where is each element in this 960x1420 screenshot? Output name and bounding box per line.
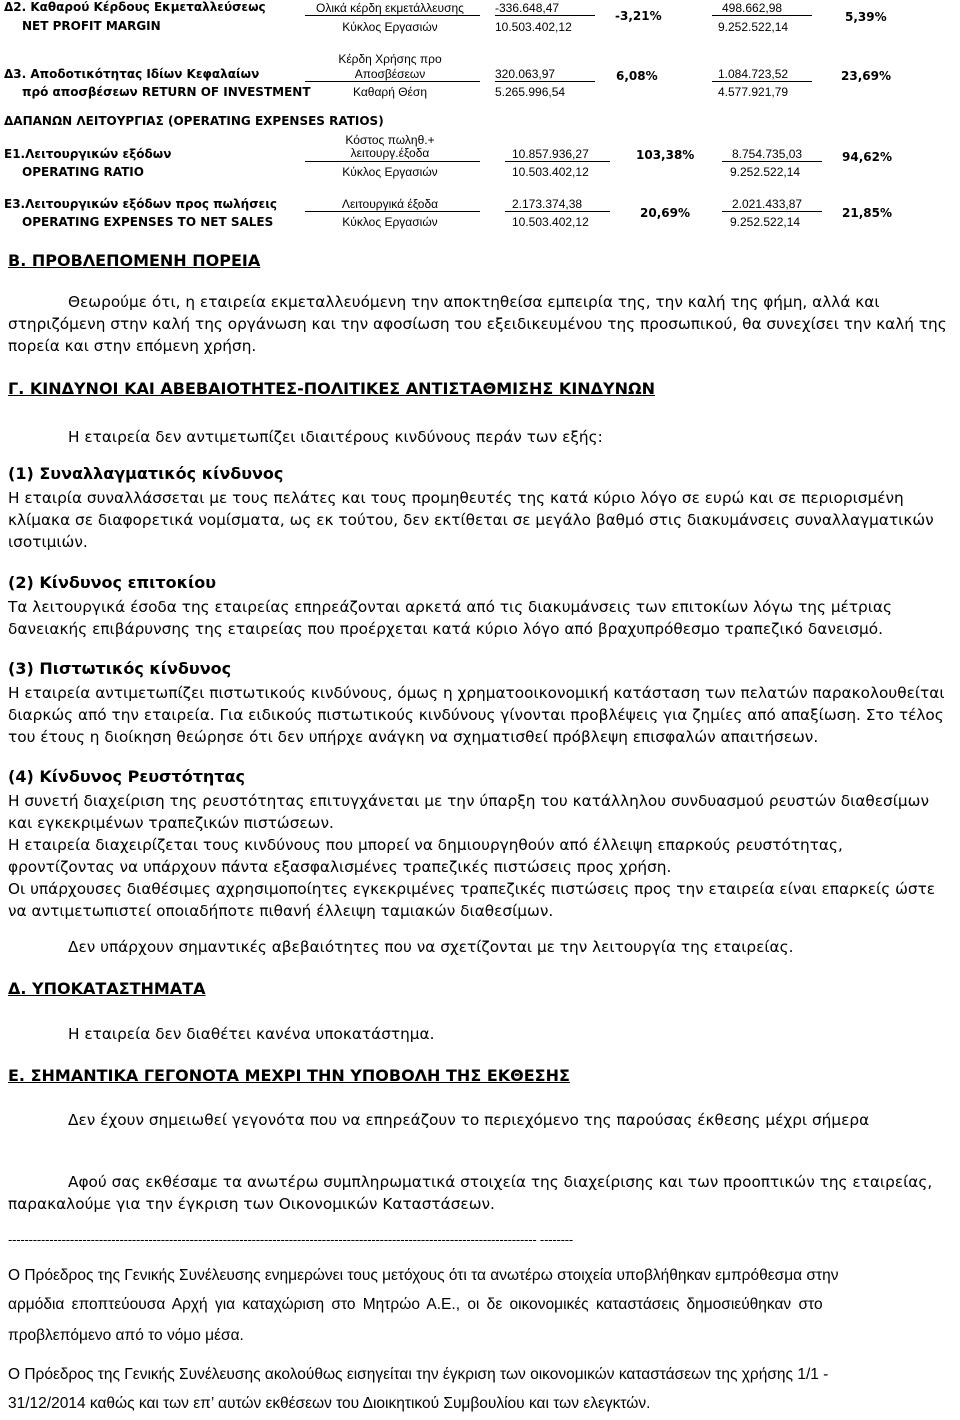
section-e-text: Δεν έχουν σημειωθεί γεγονότα που να επηρεάζουν το περιεχόμενο της παρούσας έκθεσης μέχρι σήμερα	[68, 1111, 870, 1129]
numerator-value: -336.648,47	[495, 1, 560, 15]
numerator-value: 8.754.735,03	[732, 147, 803, 161]
numerator-label-line1: Κόστος πωληθ.+	[345, 133, 435, 147]
ratio-label: Δ3. Αποδοτικότητας Ιδίων Κεφαλαίων	[4, 67, 260, 81]
fraction-line	[505, 211, 610, 212]
fraction-line	[712, 15, 812, 16]
ratio-label: Δ2. Καθαρού Κέρδους Εκμεταλλεύσεως	[4, 0, 266, 14]
denominator-value: 4.577.921,79	[718, 85, 789, 99]
risk2-title: (2) Κίνδυνος επιτοκίου	[8, 573, 216, 592]
footer-p1-line2: αρμόδια εποπτεύουσα Αρχή για καταχώριση στο Μητρώο Α.Ε., οι δε οικονομικές καταστάσεις δημοσιεύθηκαν στο	[8, 1296, 823, 1313]
ratio-sublabel: OPERATING EXPENSES TO NET SALES	[22, 215, 274, 229]
fraction-line	[505, 161, 610, 162]
numerator-label-line1: Κέρδη Χρήσης προ	[338, 52, 442, 66]
denominator-label: Καθαρή Θέση	[352, 85, 427, 99]
footer-p1-line1: Ο Πρόεδρος της Γενικής Συνέλευσης ενημερώνει τους μετόχους ότι τα ανωτέρω στοιχεία υποβλήθηκαν εμπρόθεσμα στην	[8, 1267, 839, 1284]
numerator-label: Ολικά κέρδη εκμετάλλευσης	[316, 1, 464, 15]
fraction-line	[495, 81, 595, 82]
fraction-line	[305, 81, 480, 82]
ratio-percent: 20,69%	[640, 206, 690, 220]
risk1-title: (1) Συναλλαγματικός κίνδυνος	[8, 464, 284, 483]
risk4-paragraph-3: Οι υπάρχουσες διαθέσιμες αχρησιμοποίητες εγκεκριμένες τραπεζικές πιστώσεις προς την εταιρεία είναι επαρκείς ώστε να αντιμετωπιστεί οποιαδήποτε πιθανή έλλειψη ταμιακών διαθεσίμων.	[8, 880, 936, 920]
footer-p2-line1: Ο Πρόεδρος της Γενικής Συνέλευσης ακολούθως εισηγείται την έγκριση των οικονομικών καταστάσεων της χρήσης 1/1 -	[8, 1366, 829, 1383]
fraction-line	[495, 15, 595, 16]
numerator-label-line2: Αποσβέσεων	[354, 67, 426, 81]
denominator-value: 10.503.402,12	[512, 215, 589, 229]
fraction-line	[722, 211, 822, 212]
ratio-percent: 103,38%	[636, 148, 695, 162]
risk3-paragraph: Η εταιρεία αντιμετωπίζει πιστωτικούς κινδύνους, όμως η χρηματοοικονομική κατάσταση των πελατών παρακολουθείται διαρκώς από την εταιρεία. Για ειδικούς πιστωτικούς κινδύνους γίνονται προβλέψεις για ζημίες από απαξίωση. Στο τέλος του έτους η διοίκηση θεώρησε ότι δεν υπήρχε ανάγκη να σχηματισθεί πρόβλεψη επισφαλών απαιτήσεων.	[8, 684, 945, 746]
ratio-sublabel: OPERATING RATIO	[22, 165, 144, 179]
conclusion-paragraph: Αφού σας εκθέσαμε τα ανωτέρω συμπληρωματικά στοιχεία της διαχείρισης και των προοπτικών της εταιρείας, παρακαλούμε για την έγκριση των Οικονομικών Καταστάσεων.	[8, 1173, 933, 1213]
fraction-line	[305, 15, 480, 16]
denominator-value: 10.503.402,12	[495, 20, 572, 34]
separator-line: -------------------------------------------------------------------------------------------------------------------------------- --------	[8, 1232, 573, 1247]
denominator-value: 9.252.522,14	[718, 20, 789, 34]
ratio-percent: 6,08%	[616, 69, 658, 83]
section-c-heading: Γ. ΚΙΝΔΥΝΟΙ ΚΑΙ ΑΒΕΒΑΙΟΤΗΤΕΣ-ΠΟΛΙΤΙΚΕΣ ΑΝΤΙΣΤΑΘΜΙΣΗΣ ΚΙΝΔΥΝΩΝ	[8, 379, 656, 398]
section-c-intro: Η εταιρεία δεν αντιμετωπίζει ιδιαιτέρους κινδύνους περάν των εξής:	[68, 428, 603, 446]
numerator-value: 320.063,97	[495, 67, 556, 81]
numerator-label: Λειτουργικά έξοδα	[341, 197, 439, 211]
denominator-value: 9.252.522,14	[730, 165, 801, 179]
denominator-label: Κύκλος Εργασιών	[342, 20, 438, 34]
section-d-text: Η εταιρεία δεν διαθέτει κανένα υποκατάστημα.	[68, 1025, 435, 1043]
risk4-paragraph-1: Η συνετή διαχείριση της ρευστότητας επιτυγχάνεται με την ύπαρξη του κατάλληλου συνδυασμού ρευστών διαθεσίμων και εγκεκριμένων τραπεζικών πιστώσεων.	[8, 792, 929, 832]
fraction-line	[305, 211, 480, 212]
ratio-percent: 5,39%	[845, 10, 887, 24]
numerator-value: 2.021.433,87	[732, 197, 803, 211]
ratio-sublabel: πρό αποσβέσεων RETURN OF INVESTMENT	[22, 85, 311, 99]
denominator-value: 10.503.402,12	[512, 165, 589, 179]
ratio-percent: -3,21%	[615, 9, 662, 23]
risk4-paragraph-2: Η εταιρεία διαχειρίζεται τους κινδύνους που μπορεί να δημιουργηθούν από έλλειψη επαρκούς ρευστότητας, φροντίζοντας να υπάρχουν πάντα εξασφαλισμένες τραπεζικές πιστώσεις προς χρήση.	[8, 836, 843, 876]
numerator-value: 10.857.936,27	[512, 147, 589, 161]
footer-p2-line2: 31/12/2014 καθώς και των επ’ αυτών εκθέσεων του Διοικητικού Συμβουλίου και των ελεγκτών.	[8, 1395, 651, 1412]
denominator-label: Κύκλος Εργασιών	[342, 165, 438, 179]
ratio-sublabel: NET PROFIT MARGIN	[22, 19, 161, 33]
ratio-percent: 21,85%	[842, 206, 892, 220]
ratio-percent: 23,69%	[841, 69, 891, 83]
risk-closing: Δεν υπάρχουν σημαντικές αβεβαιότητες που να σχετίζονται με την λειτουργία της εταιρείας.	[68, 938, 794, 956]
numerator-label-line2: λειτουργ.έξοδα	[350, 146, 430, 160]
footer-p1-line3: προβλεπόμενο από το νόμο μέσα.	[8, 1327, 244, 1344]
risk4-title: (4) Κίνδυνος Ρευστότητας	[8, 767, 245, 786]
section-e-heading: Ε. ΣΗΜΑΝΤΙΚΑ ΓΕΓΟΝΟΤΑ ΜΕΧΡΙ ΤΗΝ ΥΠΟΒΟΛΗ ΤΗΣ ΕΚΘΕΣΗΣ	[8, 1066, 570, 1085]
fraction-line	[722, 161, 822, 162]
numerator-value: 1.084.723,52	[718, 67, 789, 81]
section-b-heading: Β. ΠΡΟΒΛΕΠΟΜΕΝΗ ΠΟΡΕΙΑ	[8, 251, 261, 270]
ratio-percent: 94,62%	[842, 150, 892, 164]
section-d-heading: Δ. ΥΠΟΚΑΤΑΣΤΗΜΑΤΑ	[8, 979, 206, 998]
fraction-line	[305, 161, 480, 162]
numerator-value: 2.173.374,38	[512, 197, 583, 211]
denominator-value: 9.252.522,14	[730, 215, 801, 229]
expenses-ratios-heading: ΔΑΠΑΝΩΝ ΛΕΙΤΟΥΡΓΙΑΣ (OPERATING EXPENSES RATIOS)	[4, 114, 384, 128]
denominator-label: Κύκλος Εργασιών	[342, 215, 438, 229]
denominator-value: 5.265.996,54	[495, 85, 566, 99]
ratio-label: Ε3.Λειτουργικών εξόδων προς πωλήσεις	[4, 197, 278, 211]
risk3-title: (3) Πιστωτικός κίνδυνος	[8, 659, 232, 678]
ratio-label: Ε1.Λειτουργικών εξόδων	[4, 147, 172, 161]
section-b-paragraph: Θεωρούμε ότι, η εταιρεία εκμεταλλευόμενη την αποκτηθείσα εμπειρία της, την καλή της φήμη, αλλά και στηριζόμενη στην καλή της οργάνωση και την αφοσίωση του εξειδικευμένου της προσωπικού, θα συνεχίσει την καλή της πορεία και στην επόμενη χρήση.	[8, 293, 947, 355]
fraction-line	[712, 81, 812, 82]
risk2-paragraph: Τα λειτουργικά έσοδα της εταιρείας επηρεάζονται αρκετά από τις διακυμάνσεις των επιτοκίων λόγω της μέτριας δανειακής επιβάρυνσης της εταιρείας που προέρχεται κατά κύριο λόγο από βραχυπρόθεσμο τραπεζικό δανεισμό.	[8, 598, 892, 638]
numerator-value: 498.662,98	[722, 1, 783, 15]
risk1-paragraph: Η εταιρία συναλλάσσεται με τους πελάτες και τους προμηθευτές της κατά κύριο λόγο σε ευρώ και σε περιορισμένη κλίμακα σε διαφορετικά νομίσματα, ως εκ τούτου, δεν εκτίθεται σε μεγάλο βαθμό στις διακυμάνσεις συναλλαγματικών ισοτιμιών.	[8, 489, 934, 551]
